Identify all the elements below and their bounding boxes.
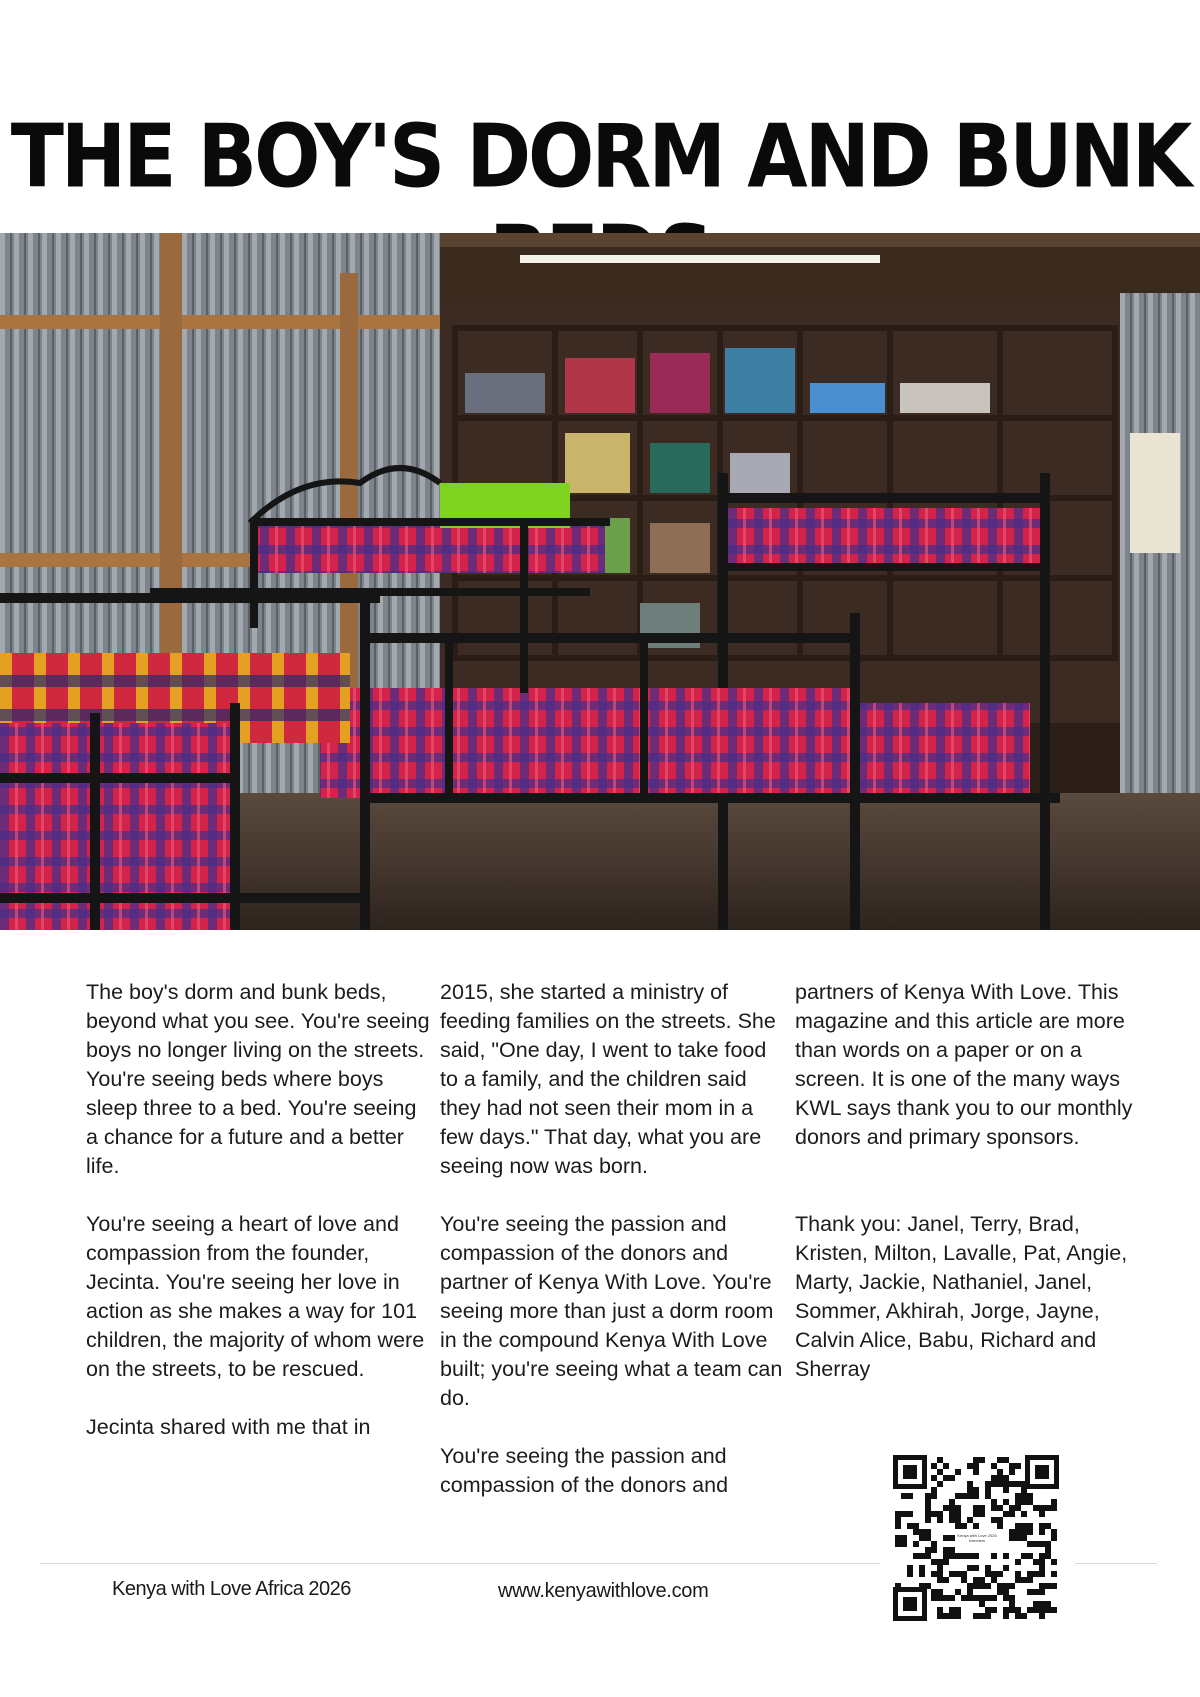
qr-caption: Kenya with Love 2026 Interview [955, 1533, 999, 1543]
paragraph: 2015, she started a ministry of feeding families on the streets. She said, "One day, I went to take food to a family, and the children said they had not seen their mom in a few days." That day, what you are seeing now was born. [440, 980, 776, 1178]
paragraph: Jecinta shared with me that in [86, 1415, 371, 1439]
footer-divider-right [1075, 1563, 1157, 1564]
page-title: THE BOY'S DORM AND BUNK [10, 107, 1190, 208]
paragraph: The boy's dorm and bunk beds, beyond what you see. You're seeing boys no longer living on the streets. You're seeing beds where boys sleep three to a bed. You're seeing a chance for a future and a better life. [86, 980, 430, 1178]
paragraph: partners of Kenya With Love. This magazine and this article are more than words on a paper or on a screen. It is one of the many ways KWL says thank you to our monthly donors and primary sponsors. [795, 980, 1133, 1149]
footer-website-link[interactable]: www.kenyawithlove.com [498, 1580, 709, 1602]
footer-publication: Kenya with Love Africa 2026 [112, 1578, 351, 1600]
footer-divider-left [40, 1563, 880, 1564]
dorm-bunk-beds-photo-icon [0, 233, 1200, 930]
dorm-photo [0, 233, 1200, 930]
paragraph: You're seeing a heart of love and compassion from the founder, Jecinta. You're seeing her love in action as she makes a way for 101 children, the majority of whom were on the streets, to be rescued. [86, 1212, 425, 1381]
qr-code-icon[interactable] [893, 1455, 1059, 1621]
paragraph: You're seeing the passion and compassion of the donors and partner of Kenya With Love. You're seeing more than just a dorm room in the compound Kenya With Love built; you're seeing what a team can do. [440, 1212, 783, 1410]
article-column-2 [440, 978, 785, 1529]
paragraph: You're seeing the passion and compassion of the donors and [440, 1444, 729, 1497]
article-column-3 [795, 978, 1140, 1413]
article-column-1 [86, 978, 431, 1471]
thank-you-list: Thank you: Janel, Terry, Brad, Kristen, Milton, Lavalle, Pat, Angie, Marty, Jackie, Nathaniel, Janel, Sommer, Akhirah, Jorge, Jayne, Calvin Alice, Babu, Richard and Sherray [795, 1212, 1128, 1381]
